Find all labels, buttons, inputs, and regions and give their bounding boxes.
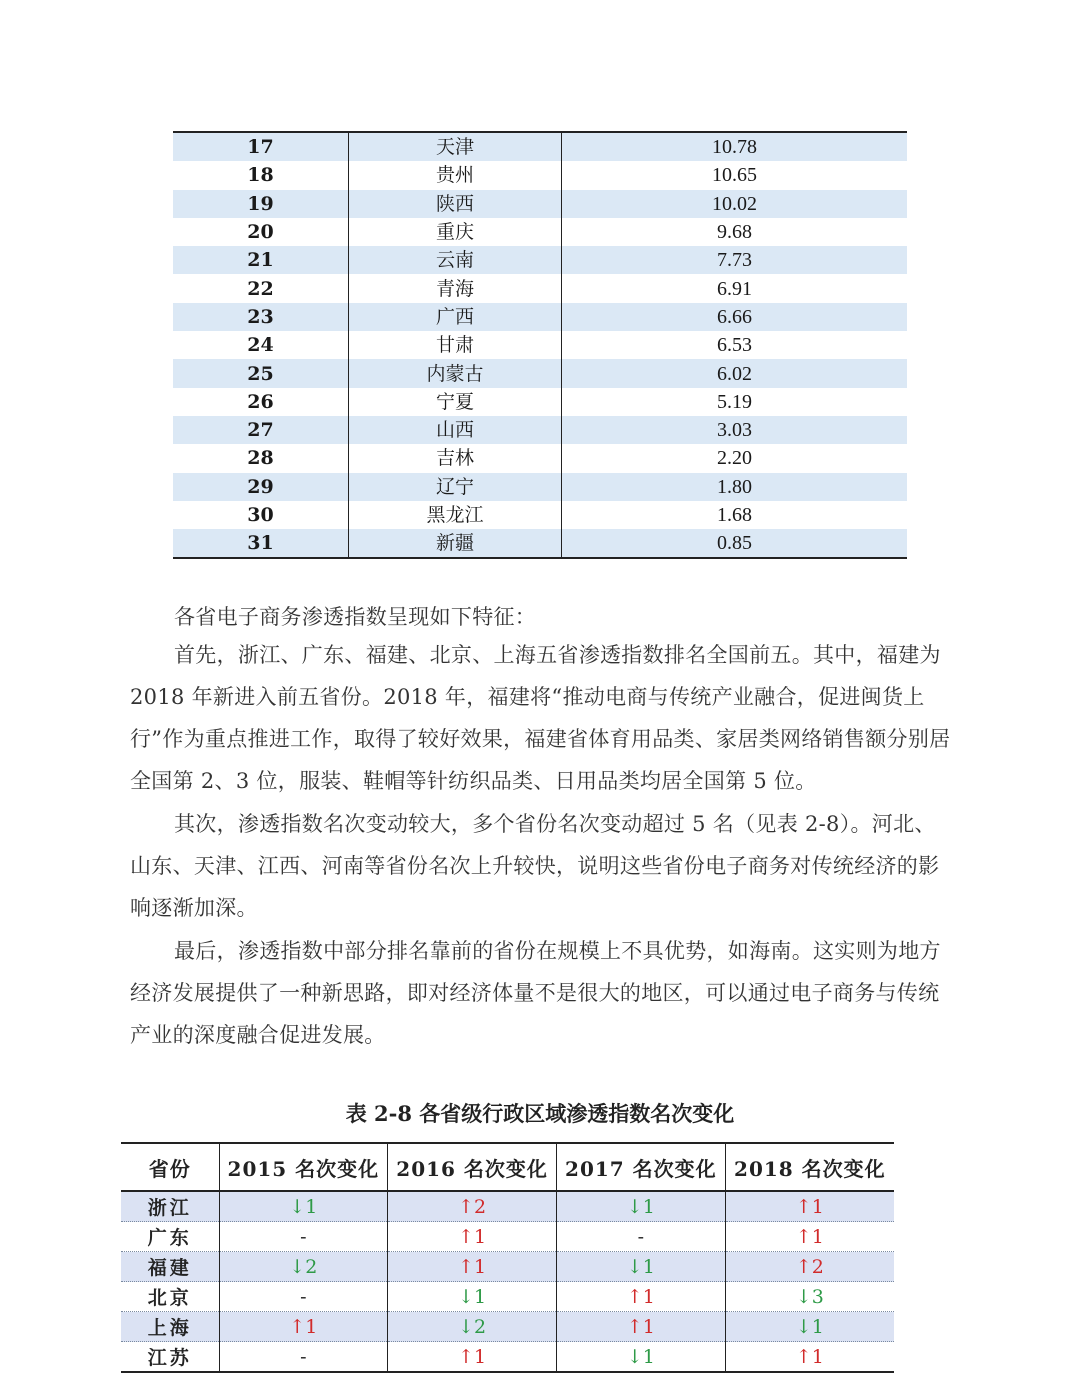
province-cell: 甘肃 [349, 331, 562, 359]
table-row [173, 359, 907, 387]
province-cell: 广西 [349, 303, 562, 331]
value-cell: 5.19 [717, 390, 752, 413]
province-cell: 上海 [121, 1312, 219, 1342]
rank-cell: 27 [173, 416, 349, 444]
table-row [173, 161, 907, 189]
table-row [121, 1312, 894, 1342]
header-2017: 2017 名次变化 [557, 1143, 726, 1191]
table-row [173, 473, 907, 501]
header-province: 省份 [121, 1143, 219, 1191]
province-cell: 浙江 [121, 1191, 219, 1222]
change-cell: - [219, 1282, 388, 1312]
change-cell: ↑1 [219, 1312, 388, 1342]
change-cell: ↑1 [557, 1312, 726, 1342]
rank-cell: 23 [173, 303, 349, 331]
rank-change-table [121, 1142, 894, 1373]
table-row [173, 274, 907, 302]
change-cell: ↑1 [725, 1342, 894, 1373]
table-header-row [121, 1143, 894, 1191]
table-row [121, 1191, 894, 1222]
rank-cell: 28 [173, 444, 349, 472]
change-cell: - [219, 1222, 388, 1252]
province-cell: 新疆 [349, 529, 562, 558]
change-cell: ↓1 [557, 1342, 726, 1373]
rank-cell: 25 [173, 359, 349, 387]
province-cell: 青海 [349, 274, 562, 302]
rank-cell: 22 [173, 274, 349, 302]
change-cell: ↑1 [725, 1191, 894, 1222]
province-cell: 北京 [121, 1282, 219, 1312]
value-cell: 6.53 [717, 334, 752, 357]
table-row [121, 1282, 894, 1312]
rank-cell: 26 [173, 388, 349, 416]
table-row [173, 331, 907, 359]
province-cell: 重庆 [349, 218, 562, 246]
change-cell: ↓1 [725, 1312, 894, 1342]
change-cell: ↑2 [725, 1252, 894, 1282]
table-row [173, 388, 907, 416]
value-cell: 6.66 [562, 303, 908, 331]
ranking-table [173, 131, 907, 559]
header-2016: 2016 名次变化 [388, 1143, 557, 1191]
change-cell: ↓1 [219, 1191, 388, 1222]
value-cell: 2.20 [717, 447, 752, 470]
table-row [173, 190, 907, 218]
province-cell: 云南 [349, 246, 562, 274]
province-cell: 黑龙江 [349, 501, 562, 529]
paragraph-last: 最后，渗透指数中部分排名靠前的省份在规模上不具优势，如海南。这实则为地方经济发展提供了一种新思路，即对经济体量不是很大的地区，可以通过电子商务与传统产业的深度融合促进发展。 [130, 939, 941, 1047]
change-cell: ↑1 [388, 1252, 557, 1282]
value-cell: 9.68 [717, 221, 752, 244]
table-caption: 表 2-8 各省级行政区域渗透指数名次变化 [345, 1101, 735, 1126]
province-cell: 吉林 [349, 444, 562, 472]
paragraph-second: 其次，渗透指数名次变动较大，多个省份名次变动超过 5 名（见表 2-8）。河北、山东、天津、江西、河南等省份名次上升较快，说明这些省份电子商务对传统经济的影响逐渐加深。 [130, 812, 940, 920]
province-cell: 宁夏 [349, 388, 562, 416]
paragraph-intro: 各省电子商务渗透指数呈现如下特征： [174, 605, 537, 629]
rank-cell: 31 [173, 529, 349, 558]
header-2018: 2018 名次变化 [725, 1143, 894, 1191]
change-cell: ↑1 [725, 1222, 894, 1252]
change-cell: ↑1 [388, 1222, 557, 1252]
province-cell: 山西 [349, 416, 562, 444]
value-cell: 10.65 [712, 164, 757, 187]
table-row [121, 1252, 894, 1282]
change-cell: - [557, 1222, 726, 1252]
value-cell: 1.68 [717, 504, 752, 526]
change-cell: ↓1 [557, 1191, 726, 1222]
table-row [173, 416, 907, 444]
rank-cell: 17 [173, 132, 349, 161]
rank-cell: 21 [173, 246, 349, 274]
change-cell: ↑2 [388, 1191, 557, 1222]
province-cell: 广东 [121, 1222, 219, 1252]
value-cell: 1.80 [562, 473, 908, 501]
change-cell: - [219, 1342, 388, 1373]
change-cell: ↑1 [557, 1282, 726, 1312]
province-cell: 江苏 [121, 1342, 219, 1373]
change-cell: ↑1 [388, 1342, 557, 1373]
value-cell: 3.03 [562, 416, 908, 444]
table-row [173, 501, 907, 529]
rank-cell: 20 [173, 218, 349, 246]
table-row [173, 529, 907, 558]
paragraph-first: 首先，浙江、广东、福建、北京、上海五省渗透指数排名全国前五。其中，福建为 2018 年新进入前五省份。2018 年，福建将“推动电商与传统产业融合，促进闽货上行”作为重点推进工作，取得了较好效果，福建省体育用品类、家居类网络销售额分别居全国第 2、3 位，服装、鞋帽等针纺织品类、日用品类均居全国第 5 位。 [130, 643, 951, 793]
value-cell: 6.91 [717, 277, 752, 300]
table-row [173, 246, 907, 274]
province-cell: 辽宁 [349, 473, 562, 501]
table-row [173, 444, 907, 472]
rank-cell: 18 [173, 161, 349, 189]
value-cell: 0.85 [562, 529, 908, 558]
table-row [121, 1342, 894, 1373]
change-cell: ↓3 [725, 1282, 894, 1312]
province-cell: 内蒙古 [349, 359, 562, 387]
rank-cell: 24 [173, 331, 349, 359]
table-row [173, 132, 907, 161]
value-cell: 7.73 [562, 246, 908, 274]
value-cell: 10.02 [562, 190, 908, 218]
change-cell: ↓1 [388, 1282, 557, 1312]
table-row [173, 303, 907, 331]
value-cell: 10.78 [562, 132, 908, 161]
change-cell: ↓1 [557, 1252, 726, 1282]
province-cell: 贵州 [349, 161, 562, 189]
change-cell: ↓2 [219, 1252, 388, 1282]
province-cell: 天津 [349, 132, 562, 161]
change-cell: ↓2 [388, 1312, 557, 1342]
table-row [121, 1222, 894, 1252]
value-cell: 6.02 [562, 359, 908, 387]
province-cell: 福建 [121, 1252, 219, 1282]
rank-cell: 29 [173, 473, 349, 501]
rank-cell: 19 [173, 190, 349, 218]
table-row [173, 218, 907, 246]
province-cell: 陕西 [349, 190, 562, 218]
rank-cell: 30 [173, 501, 349, 529]
header-2015: 2015 名次变化 [219, 1143, 388, 1191]
